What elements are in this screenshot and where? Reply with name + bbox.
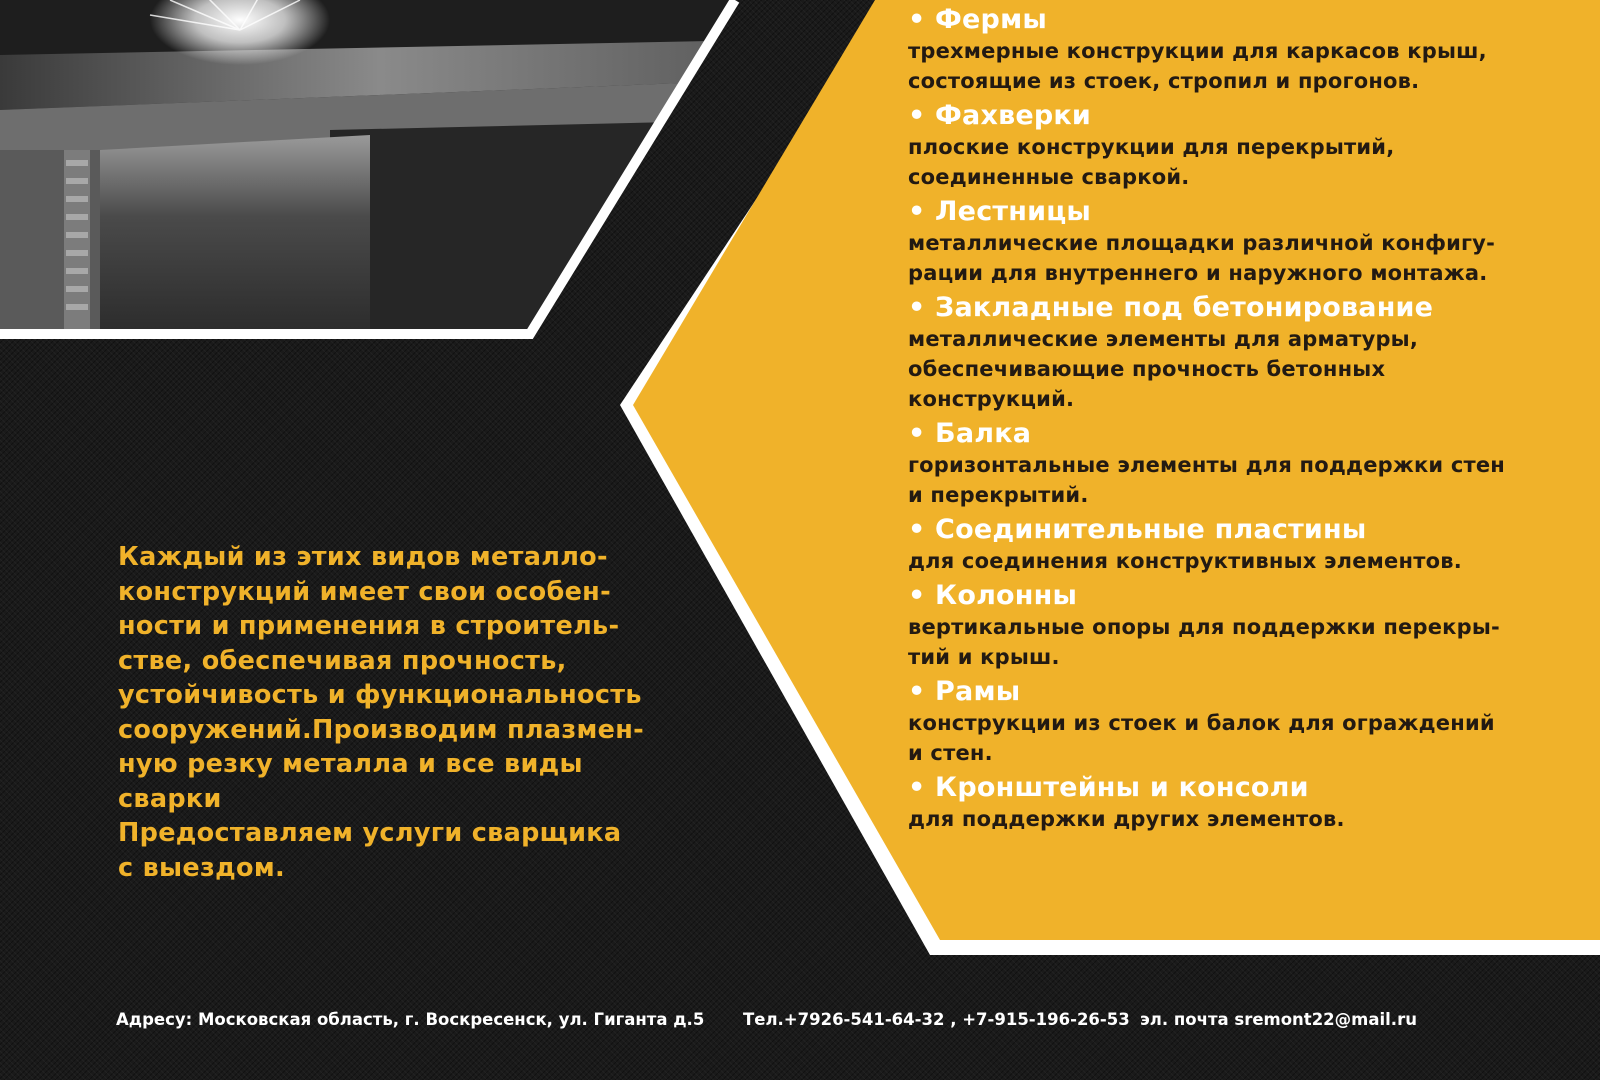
service-title: • Колонны [908, 580, 1078, 611]
footer-email: эл. почта sremont22@mail.ru [1140, 1010, 1417, 1029]
service-description: трехмерные конструкции для каркасов крыш, состоящие из стоек, стропил и прогонов. [908, 39, 1487, 93]
footer-address: Адресу: Московская область, г. Воскресенск, ул. Гиганта д.5 [116, 1010, 705, 1029]
services-list [908, 4, 1568, 838]
service-title: • Балка [908, 418, 1032, 449]
service-title: • Лестницы [908, 196, 1092, 227]
service-title: • Фермы [908, 4, 1047, 35]
service-title: • Соединительные пластины [908, 514, 1367, 545]
service-description: металлические элементы для арматуры, обеспечивающие прочность бетонных конструкций. [908, 327, 1419, 411]
intro-paragraph: Каждый из этих видов металло- конструкций имеет свои особен- ности и применения в строитель- стве, обеспечивая прочность, устойчивость и функциональность сооружений.Производим плазмен- ную резку металла и все виды сварки Предоставляем услуги сварщика с выездом. [118, 542, 645, 883]
service-description: горизонтальные элементы для поддержки стен и перекрытий. [908, 453, 1506, 507]
footer-phone: Тел.+7926-541-64-32 , +7-915-196-26-53 [743, 1010, 1130, 1029]
service-description: металлические площадки различной конфигу- рации для внутреннего и наружного монтажа. [908, 231, 1495, 285]
service-title: • Фахверки [908, 100, 1092, 131]
service-item [908, 418, 1568, 510]
service-description: вертикальные опоры для поддержки перекры- тий и крыш. [908, 615, 1500, 669]
service-title: • Кронштейны и консоли [908, 772, 1309, 803]
service-item [908, 772, 1568, 834]
service-item [908, 196, 1568, 288]
service-item [908, 292, 1568, 414]
service-item [908, 514, 1568, 576]
service-description: для соединения конструктивных элементов. [908, 549, 1462, 573]
service-item [908, 580, 1568, 672]
service-description: для поддержки других элементов. [908, 807, 1345, 831]
service-item [908, 100, 1568, 192]
service-title: • Рамы [908, 676, 1021, 707]
service-description: конструкции из стоек и балок для ограждений и стен. [908, 711, 1495, 765]
service-description: плоские конструкции для перекрытий, соединенные сваркой. [908, 135, 1395, 189]
service-item [908, 676, 1568, 768]
service-title: • Закладные под бетонирование [908, 292, 1434, 323]
service-item [908, 4, 1568, 96]
